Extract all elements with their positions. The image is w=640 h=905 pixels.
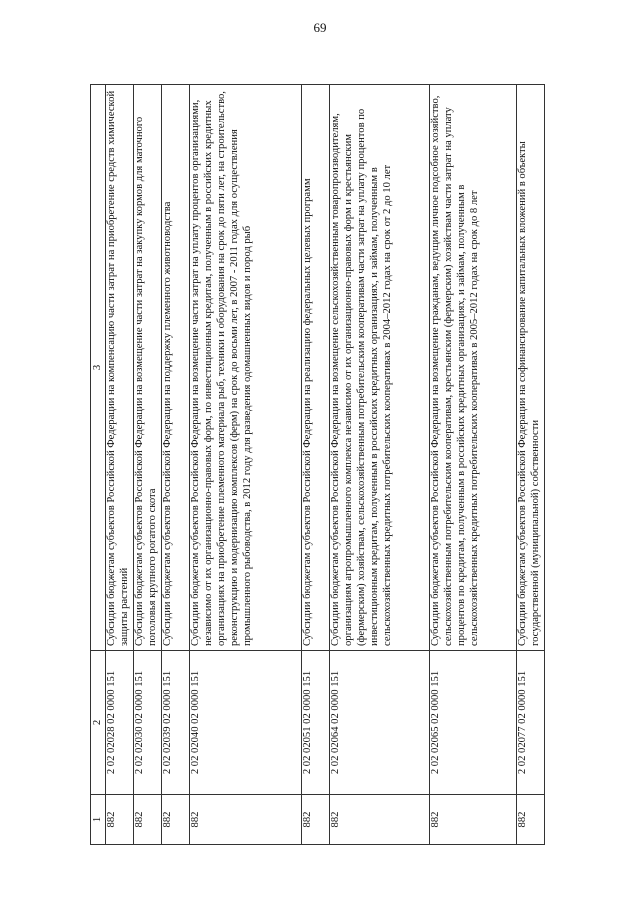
- description-cell: Субсидии бюджетам субъектов Российской Федерации на возмещение части затрат на закупку кормов для маточного поголовья крупного рогатого скота: [134, 85, 162, 651]
- description-cell: Субсидии бюджетам субъектов Российской Федерации на возмещение части затрат на уплату процентов организациями, независимо от их организационно-правовых форм, по инвестиционным кредитам, полученным в российских кредитных организациях на приобретение племенного материала рыб, техники и оборудования на срок до пяти лет, на строительство, реконструкцию и модернизацию комплексов (ферм) на срок до восьми лет, в 2007 - 2011 годах для осуществления промышленного рыбоводства, в 2012 году для разведения одомашненных видов и пород рыб: [190, 85, 302, 651]
- page-number: 69: [313, 20, 327, 35]
- table-row: [190, 85, 302, 845]
- rotated-table-container: [90, 85, 545, 845]
- budget-code-cell: 2 02 02030 02 0000 151: [134, 651, 162, 795]
- admin-code-cell: 882: [430, 795, 516, 845]
- table-row: [162, 85, 190, 845]
- column-header: 2: [91, 651, 106, 795]
- admin-code-cell: 882: [106, 795, 134, 845]
- admin-code-cell: 882: [134, 795, 162, 845]
- table-row: [430, 85, 516, 845]
- admin-code-cell: 882: [301, 795, 329, 845]
- budget-code-cell: 2 02 02065 02 0000 151: [430, 651, 516, 795]
- admin-code-cell: 882: [330, 795, 430, 845]
- description-cell: Субсидии бюджетам субъектов Российской Федерации на возмещение гражданам, ведущим личное подсобное хозяйство, сельскохозяйственным потребительским кооперативам, крестьянским (фермерским) хозяйствам части затрат на уплату процентов по кредитам, полученным в российских кредитных организациях, и займам, полученным в сельскохозяйственных кредитных потребительских кооперативах в 2005–2012 годах на срок до 8 лет: [430, 85, 516, 651]
- budget-code-cell: 2 02 02064 02 0000 151: [330, 651, 430, 795]
- table-row: [516, 85, 544, 845]
- description-cell: Субсидии бюджетам субъектов Российской Федерации на поддержку племенного животноводства: [162, 85, 190, 651]
- admin-code-cell: 882: [190, 795, 302, 845]
- description-cell: Субсидии бюджетам субъектов Российской Федерации на софинансирование капитальных вложений в объекты государственной (муниципальной) собственности: [516, 85, 544, 651]
- table-row: [301, 85, 329, 845]
- description-cell: Субсидии бюджетам субъектов Российской Федерации на компенсацию части затрат на приобретение средств химической защиты растений: [106, 85, 134, 651]
- budget-code-cell: 2 02 02039 02 0000 151: [162, 651, 190, 795]
- table-row: [330, 85, 430, 845]
- budget-code-cell: 2 02 02040 02 0000 151: [190, 651, 302, 795]
- budget-code-cell: 2 02 02077 02 0000 151: [516, 651, 544, 795]
- table-row: [106, 85, 134, 845]
- budget-code-cell: 2 02 02028 02 0000 151: [106, 651, 134, 795]
- admin-code-cell: 882: [516, 795, 544, 845]
- description-cell: Субсидии бюджетам субъектов Российской Федерации на реализацию федеральных целевых программ: [301, 85, 329, 651]
- column-header: 3: [91, 85, 106, 651]
- admin-code-cell: 882: [162, 795, 190, 845]
- table-row: [134, 85, 162, 845]
- table-header-row: [91, 85, 106, 845]
- column-header: 1: [91, 795, 106, 845]
- budget-code-table: [90, 84, 545, 845]
- budget-code-cell: 2 02 02051 02 0000 151: [301, 651, 329, 795]
- description-cell: Субсидии бюджетам субъектов Российской Федерации на возмещение сельскохозяйственным товаропроизводителям, организациям агропромышленного комплекса независимо от их организационно-правовых форм и крестьянским (фермерским) хозяйствам, сельскохозяйственным потребительским кооперативам части затрат на уплату процентов по инвестиционным кредитам, полученным в российских кредитных организациях, и займам, полученным в сельскохозяйственных кредитных потребительских кооперативах в 2004–2012 годах на срок от 2 до 10 лет: [330, 85, 430, 651]
